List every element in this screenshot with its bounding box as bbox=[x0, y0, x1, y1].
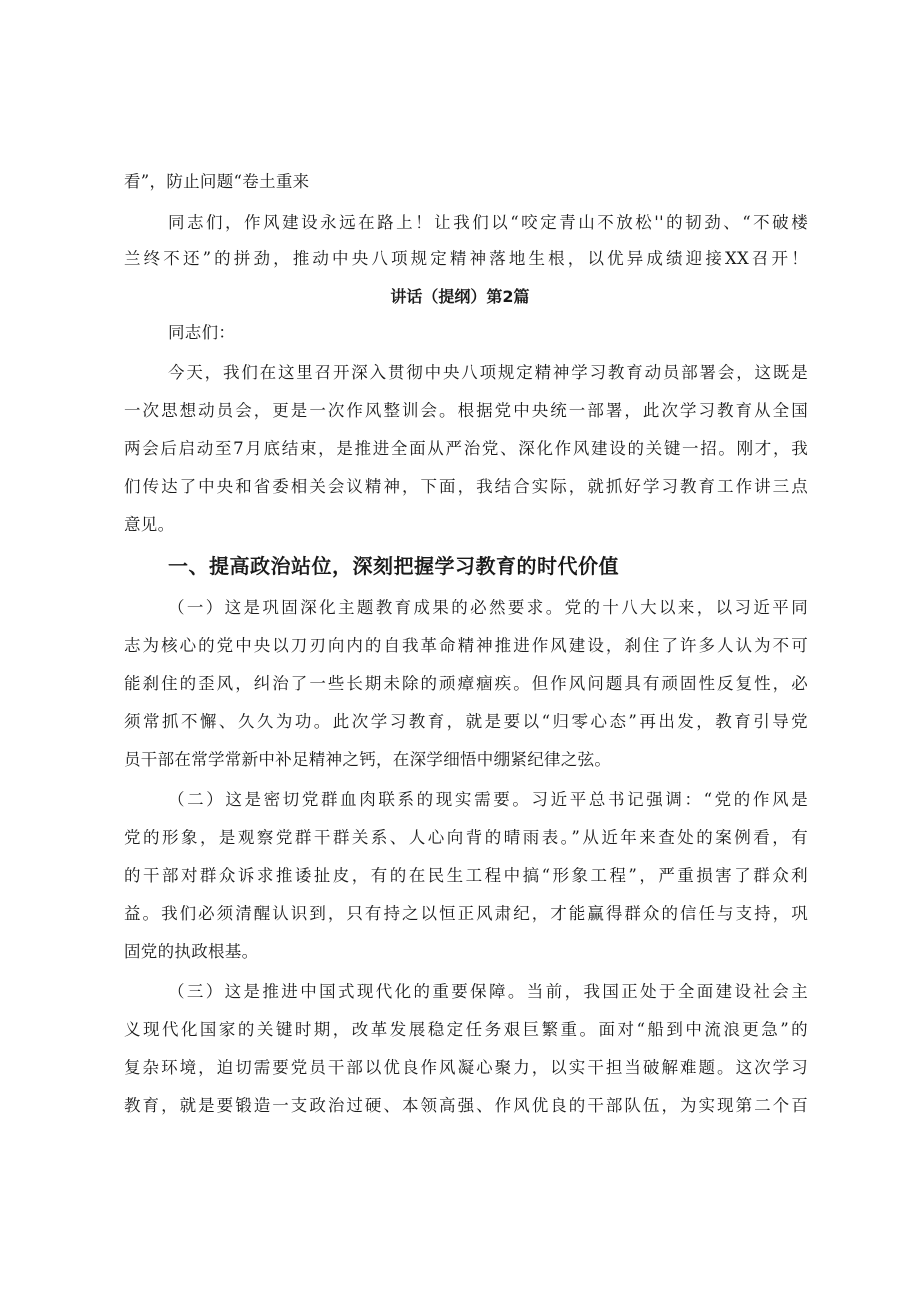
opening-line-3: 两会后启动至7月底结束，是推进全面从严治党、深化作风建设的关键一招。刚才，我 bbox=[124, 439, 808, 458]
section-heading-1: 一、提高政治站位，深刻把握学习教育的时代价值 bbox=[168, 554, 619, 578]
point2-line-3: 的干部对群众诉求推诿扯皮，有的在民生工程中搞“形象工程”，严重损害了群众利 bbox=[124, 866, 808, 885]
point1-line-2: 志为核心的党中央以刀刃向内的自我革命精神推进作风建设，刹住了许多人认为不可 bbox=[124, 636, 808, 655]
salutation: 同志们： bbox=[168, 323, 236, 342]
point3-line-3: 复杂环境，迫切需要党员干部以优良作风凝心聚力，以实干担当破解难题。这次学习 bbox=[124, 1058, 808, 1077]
opening-line-2: 一次思想动员会，更是一次作风整训会。根据党中央统一部署，此次学习教育从全国 bbox=[124, 401, 808, 420]
point2-line-1: （二）这是密切党群血肉联系的现实需要。习近平总书记强调：“党的作风是 bbox=[168, 790, 808, 809]
point1-line-5: 员干部在常学常新中补足精神之钙，在深学细悟中绷紧纪律之弦。 bbox=[124, 750, 612, 769]
intro-line-1: 看”，防止问题“卷土重来 bbox=[124, 172, 310, 191]
opening-line-4: 们传达了中央和省委相关会议精神，下面，我结合实际，就抓好学习教育工作讲三点 bbox=[124, 477, 808, 496]
opening-line-1: 今天，我们在这里召开深入贯彻中央八项规定精神学习教育动员部署会，这既是 bbox=[168, 363, 808, 382]
point3-line-4: 教育，就是要锻造一支政治过硬、本领高强、作风优良的干部队伍，为实现第二个百 bbox=[124, 1096, 808, 1115]
point2-line-5: 固党的执政根基。 bbox=[124, 942, 259, 961]
point1-line-4: 须常抓不懈、久久为功。此次学习教育，就是要以“归零心态”再出发，教育引导党 bbox=[124, 712, 808, 731]
point1-line-1: （一）这是巩固深化主题教育成果的必然要求。党的十八大以来，以习近平同 bbox=[168, 598, 808, 617]
point2-line-2: 党的形象，是观察党群干群关系、人心向背的晴雨表。”从近年来查处的案例看，有 bbox=[124, 828, 808, 847]
speech-title: 讲话（提纲）第2篇 bbox=[390, 287, 530, 306]
opening-line-5: 意见。 bbox=[124, 515, 175, 534]
point1-line-3: 能刹住的歪风，纠治了一些长期未除的顽瘴痼疾。但作风问题具有顽固性反复性，必 bbox=[124, 674, 808, 693]
point3-line-2: 义现代化国家的关键时期，改革发展稳定任务艰巨繁重。面对“船到中流浪更急”的 bbox=[124, 1020, 808, 1039]
point2-line-4: 益。我们必须清醒认识到，只有持之以恒正风肃纪，才能赢得群众的信任与支持，巩 bbox=[124, 904, 808, 923]
point3-line-1: （三）这是推进中国式现代化的重要保障。当前，我国正处于全面建设社会主 bbox=[168, 982, 808, 1001]
intro-line-3: 兰终不还”的拼劲，推动中央八项规定精神落地生根，以优异成绩迎接XX召开！ bbox=[124, 249, 808, 268]
intro-line-2: 同志们，作风建设永远在路上！让我们以“咬定青山不放松''的韧劲、“不破楼 bbox=[168, 213, 808, 232]
